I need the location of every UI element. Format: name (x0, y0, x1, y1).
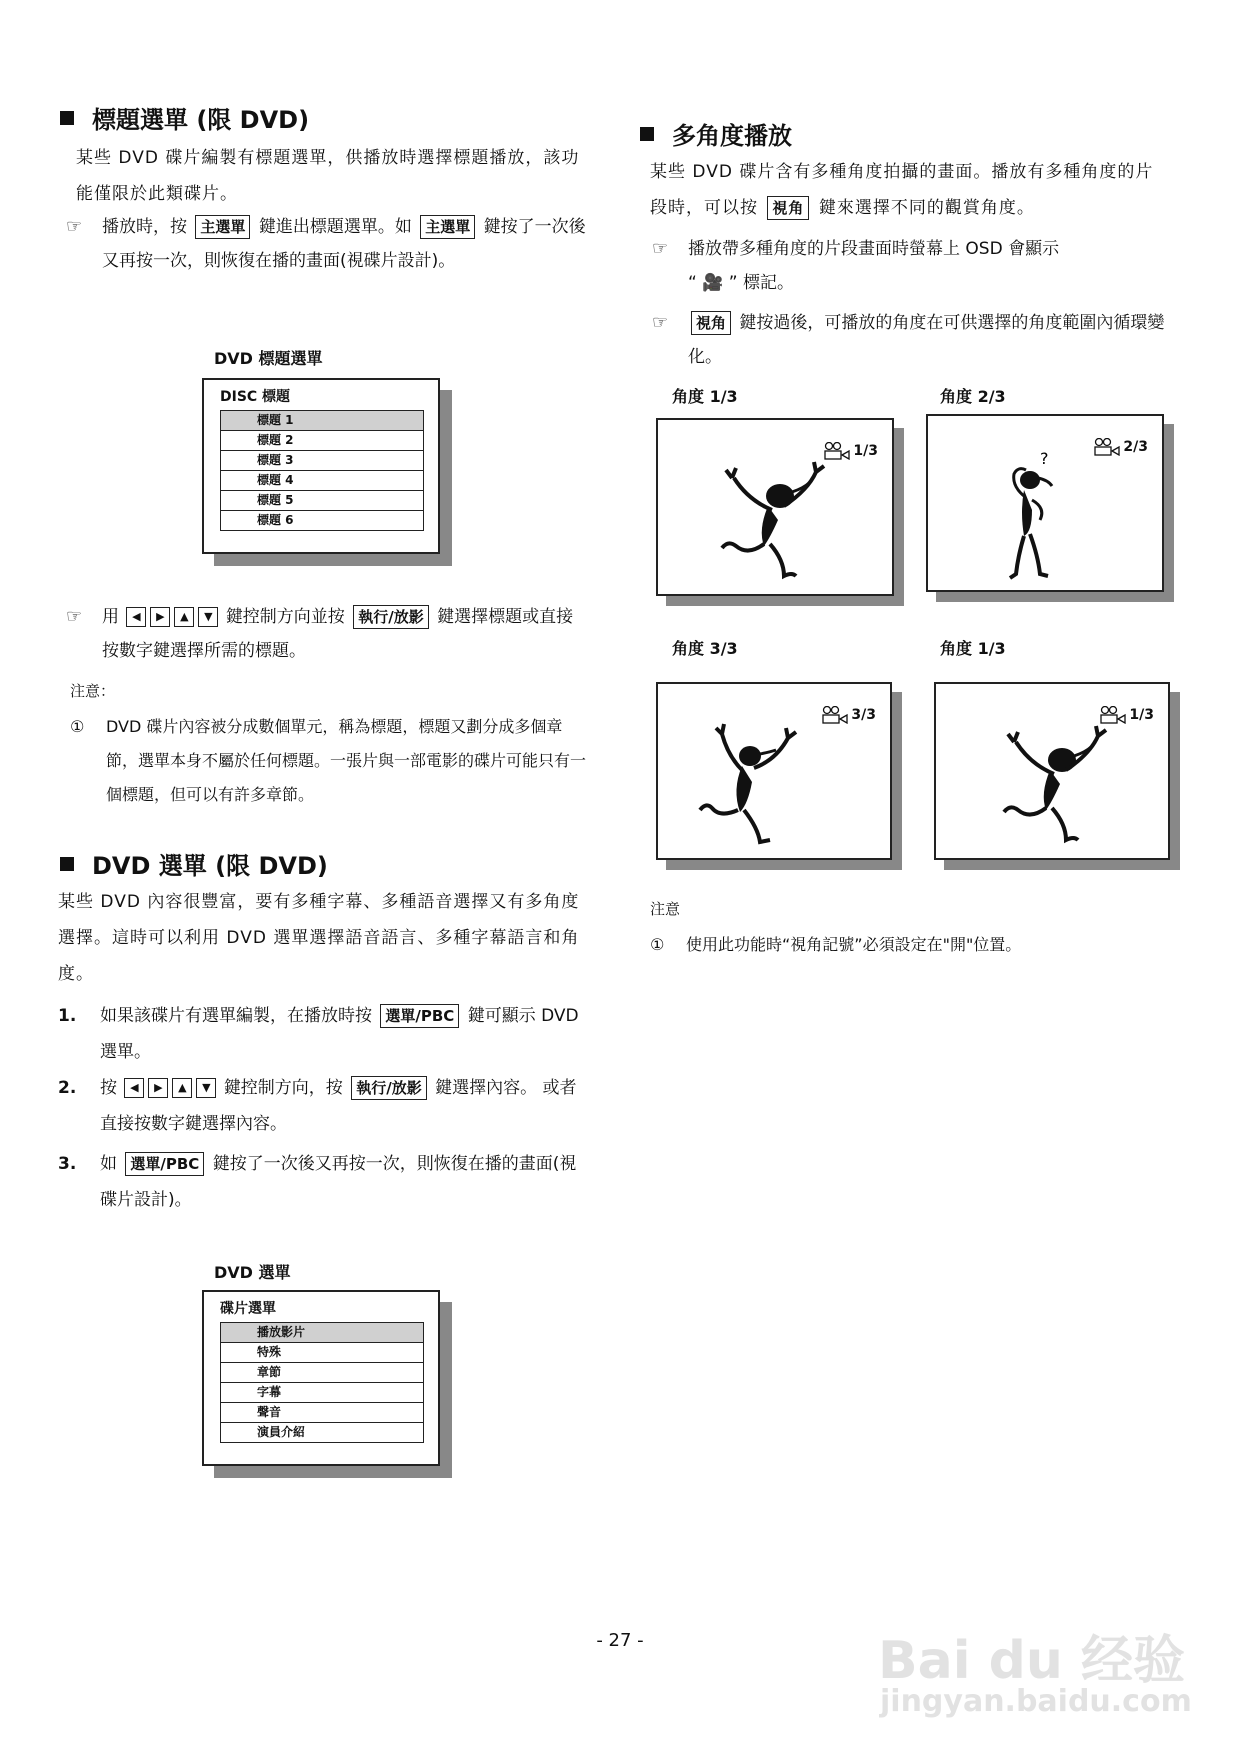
angle-key: 視角 (691, 311, 731, 335)
camera-angle-icon (1099, 706, 1127, 724)
menu-pbc-key: 選單/PBC (125, 1152, 204, 1176)
right-arrow-key-icon: ▶ (150, 607, 170, 627)
menu-row: 字幕 (221, 1382, 423, 1402)
osd-text: 1/3 (853, 443, 878, 459)
bullet-text: 播放帶多種角度的片段畫面時螢幕上 OSD 會顯示 (688, 239, 1060, 259)
thinking-figure-icon (968, 446, 1088, 586)
bullet-text: 用 (102, 607, 119, 627)
title-bullet-1 (66, 210, 590, 278)
square-bullet-icon (640, 127, 654, 141)
down-arrow-key-icon: ▼ (196, 1078, 216, 1098)
step-number: 3. (58, 1154, 77, 1174)
up-arrow-key-icon: ▲ (174, 607, 194, 627)
intro-text: 鍵來選擇不同的觀賞角度。 (818, 198, 1035, 218)
title-note (70, 710, 590, 812)
menu-row: 標題 4 (221, 470, 423, 490)
dancing-figure-icon (970, 724, 1130, 844)
svg-text:?: ? (1040, 449, 1049, 468)
menu-row: 章節 (221, 1362, 423, 1382)
osd-indicator (823, 442, 878, 460)
scene-frame (656, 418, 894, 596)
title-menu-list (220, 410, 424, 531)
watermark-url: jingyan.baidu.com (880, 1684, 1192, 1719)
up-arrow-key-icon: ▲ (172, 1078, 192, 1098)
scene-frame (934, 682, 1170, 860)
menu-row: 標題 2 (221, 430, 423, 450)
left-arrow-key-icon: ◀ (126, 607, 146, 627)
dvd-intro: 某些 DVD 內容很豐富，要有多種字幕、多種語音選擇又有多角度選擇。這時可以利用 DVD 選單選擇語音語言、多種字幕語言和角度。 (58, 892, 580, 984)
dancing-figure-icon (688, 460, 848, 580)
heading-text: 標題選單 (限 DVD) (92, 106, 310, 134)
main-menu-key: 主選單 (195, 215, 250, 239)
pointing-hand-icon: ☞ (652, 312, 669, 333)
scene-label: 角度 2/3 (940, 387, 1006, 406)
scene-frame (656, 682, 892, 860)
menu-row: 標題 6 (221, 510, 423, 530)
bullet-text: 鍵進出標題選單。如 (258, 217, 412, 237)
title-menu-caption: DVD 標題選單 (214, 349, 323, 368)
menu-row: 聲音 (221, 1402, 423, 1422)
menu-row: 標題 1 (221, 411, 423, 430)
angle-note (650, 928, 1170, 962)
scene-label: 角度 1/3 (940, 639, 1006, 658)
scene-label: 角度 1/3 (672, 387, 738, 406)
osd-indicator (1093, 438, 1148, 456)
title-menu-header: DISC 標題 (220, 389, 291, 405)
play-key: 執行/放影 (353, 605, 428, 629)
angle-key: 視角 (767, 196, 809, 220)
title-menu-box (202, 378, 440, 554)
dvd-menu-box (202, 1290, 440, 1466)
bullet-text: 鍵按了一次後又再按一次，則恢復在播的畫面(視碟片設計)。 (102, 217, 586, 271)
dvd-menu-list (220, 1322, 424, 1443)
step-number: 1. (58, 1006, 77, 1026)
scene-label: 角度 3/3 (672, 639, 738, 658)
scene-frame (926, 414, 1164, 592)
camera-angle-icon (823, 442, 851, 460)
section-heading-multi-angle (640, 116, 792, 151)
menu-row: 標題 5 (221, 490, 423, 510)
baidu-watermark-logo: Bai du 经验 (878, 1631, 1185, 1691)
title-intro: 某些 DVD 碟片編製有標題選單，供播放時選擇標題播放，該功能僅限於此類碟片。 (76, 148, 580, 204)
step-text: 如果該碟片有選單編製，在播放時按 (100, 1006, 372, 1026)
bullet-text: 播放時，按 (102, 217, 187, 237)
down-arrow-key-icon: ▼ (198, 607, 218, 627)
heading-text: 多角度播放 (672, 122, 792, 150)
step-text: 鍵按了一次後又再按一次，則恢復在播的畫面(視碟片設計)。 (100, 1154, 577, 1210)
step-text: 鍵可顯示 DVD 選單。 (100, 1006, 579, 1062)
bullet-text: 鍵控制方向並按 (225, 607, 345, 627)
dvd-menu-header: 碟片選單 (220, 1301, 276, 1317)
left-arrow-key-icon: ◀ (124, 1078, 144, 1098)
dvd-menu-caption: DVD 選單 (214, 1263, 291, 1282)
pointing-hand-icon: ☞ (66, 216, 83, 237)
pointing-hand-icon: ☞ (652, 238, 669, 259)
angle-bullet-2 (652, 306, 1172, 374)
note-text: 使用此功能時“視角記號”必須設定在"開"位置。 (686, 935, 1022, 954)
pointing-hand-icon: ☞ (66, 606, 83, 627)
intro-text: 某些 DVD 碟片含有多種角度拍攝的畫面。播放有多種角度的片段時，可以按 (650, 162, 1154, 218)
right-arrow-key-icon: ▶ (148, 1078, 168, 1098)
play-key: 執行/放影 (351, 1076, 426, 1100)
camera-angle-icon (1093, 438, 1121, 456)
osd-text: 1/3 (1129, 707, 1154, 723)
heading-text: DVD 選單 (限 DVD) (92, 852, 328, 880)
section-heading-title-menu (60, 100, 309, 135)
osd-text: 2/3 (1123, 439, 1148, 455)
page-number: - 27 - (596, 1630, 644, 1651)
section-heading-dvd-menu (60, 846, 328, 881)
note-label: 注意 (650, 900, 681, 918)
step-text: 按 (100, 1078, 117, 1098)
main-menu-key: 主選單 (420, 215, 475, 239)
square-bullet-icon (60, 857, 74, 871)
bullet-text: “ 🎥 ” 標記。 (688, 273, 794, 293)
title-bullet-2 (66, 600, 590, 668)
jumping-figure-icon (688, 720, 838, 850)
bullet-text: 鍵按過後，可播放的角度在可供選擇的角度範圍內循環變化。 (688, 313, 1165, 367)
angle-intro (650, 154, 1170, 226)
note-text: DVD 碟片內容被分成數個單元，稱為標題，標題又劃分成多個章節，選單本身不屬於任何標題。一張片與一部電影的碟片可能只有一個標題，但可以有許多章節。 (106, 717, 587, 804)
menu-row: 演員介紹 (221, 1422, 423, 1442)
menu-row: 特殊 (221, 1342, 423, 1362)
osd-text: 3/3 (851, 707, 876, 723)
step-1 (58, 998, 588, 1070)
step-3 (58, 1146, 588, 1218)
step-text: 鍵控制方向，按 (223, 1078, 343, 1098)
step-text: 如 (100, 1154, 117, 1174)
circled-one-icon: ① (70, 717, 85, 736)
menu-row: 播放影片 (221, 1323, 423, 1342)
bullet-text: 鍵選擇標題或直接按數字鍵選擇所需的標題。 (102, 607, 574, 661)
menu-pbc-key: 選單/PBC (380, 1004, 459, 1028)
angle-bullet-1 (652, 232, 1172, 300)
note-label: 注意： (70, 682, 116, 700)
step-2 (58, 1070, 588, 1142)
osd-indicator (1099, 706, 1154, 724)
circled-one-icon: ① (650, 935, 665, 954)
step-text: 鍵選擇內容。 或者直接按數字鍵選擇內容。 (100, 1078, 577, 1134)
step-number: 2. (58, 1078, 77, 1098)
square-bullet-icon (60, 111, 74, 125)
menu-row: 標題 3 (221, 450, 423, 470)
